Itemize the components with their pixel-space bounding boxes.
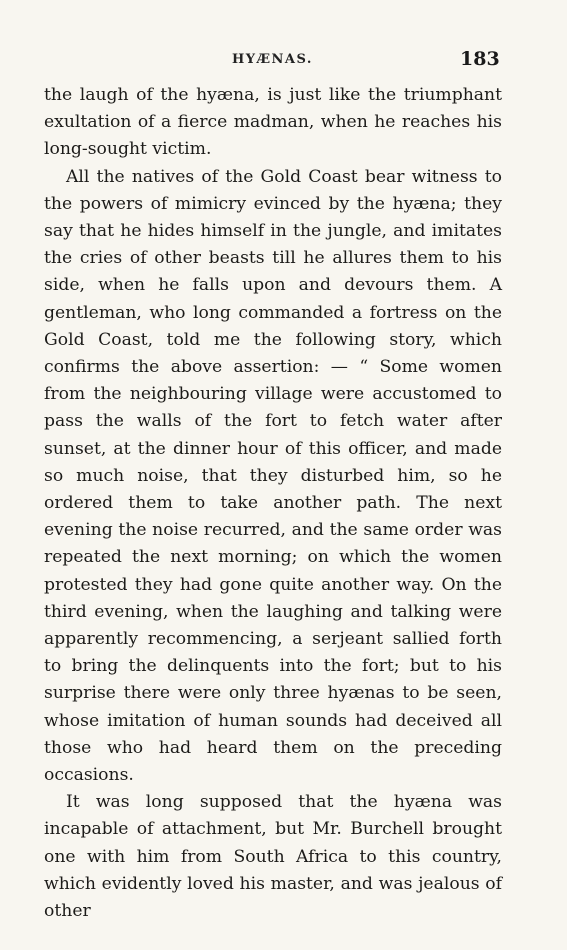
body-text bbox=[44, 82, 502, 925]
running-head: HYÆNAS. bbox=[232, 52, 313, 67]
paragraph-continuation: the laugh of the hyæna, is just like the triumphant exultation of a fierce madman, when he reaches his long-sought victim. bbox=[44, 85, 502, 160]
paragraph-gold-coast: All the natives of the Gold Coast bear witness to the powers of mimicry evinced by the hyæna; they say that he hides himself in the jungle, and imitates the cries of other beasts till he allures them to his side, when he falls upon and devours them. A gentleman, who long commanded a fortress on the Gold Coast, told me the following story, which confirms the above assertion: — “ Some women from the neighbouring village were accustomed to pass the walls of the fort to fetch water after sunset, at the dinner hour of this officer, and made so much noise, that they disturbed him, so he ordered them to take another path. The next evening the noise recurred, and the same order was repeated the next morning; on which the women protested they had gone quite another way. On the third evening, when the laughing and talking were apparently recommencing, a serjeant sallied forth to bring the delinquents into the fort; but to his surprise there were only three hyænas to be seen, whose imitation of human sounds had deceived all those who had heard them on the preceding occasions. bbox=[44, 166, 502, 786]
paragraph-burchell: It was long supposed that the hyæna was incapable of attachment, but Mr. Burchell brought one with him from South Africa to this country, which evidently loved his master, and was jealous of other bbox=[44, 792, 502, 922]
page-number: 183 bbox=[460, 48, 500, 70]
page-header bbox=[0, 48, 567, 76]
